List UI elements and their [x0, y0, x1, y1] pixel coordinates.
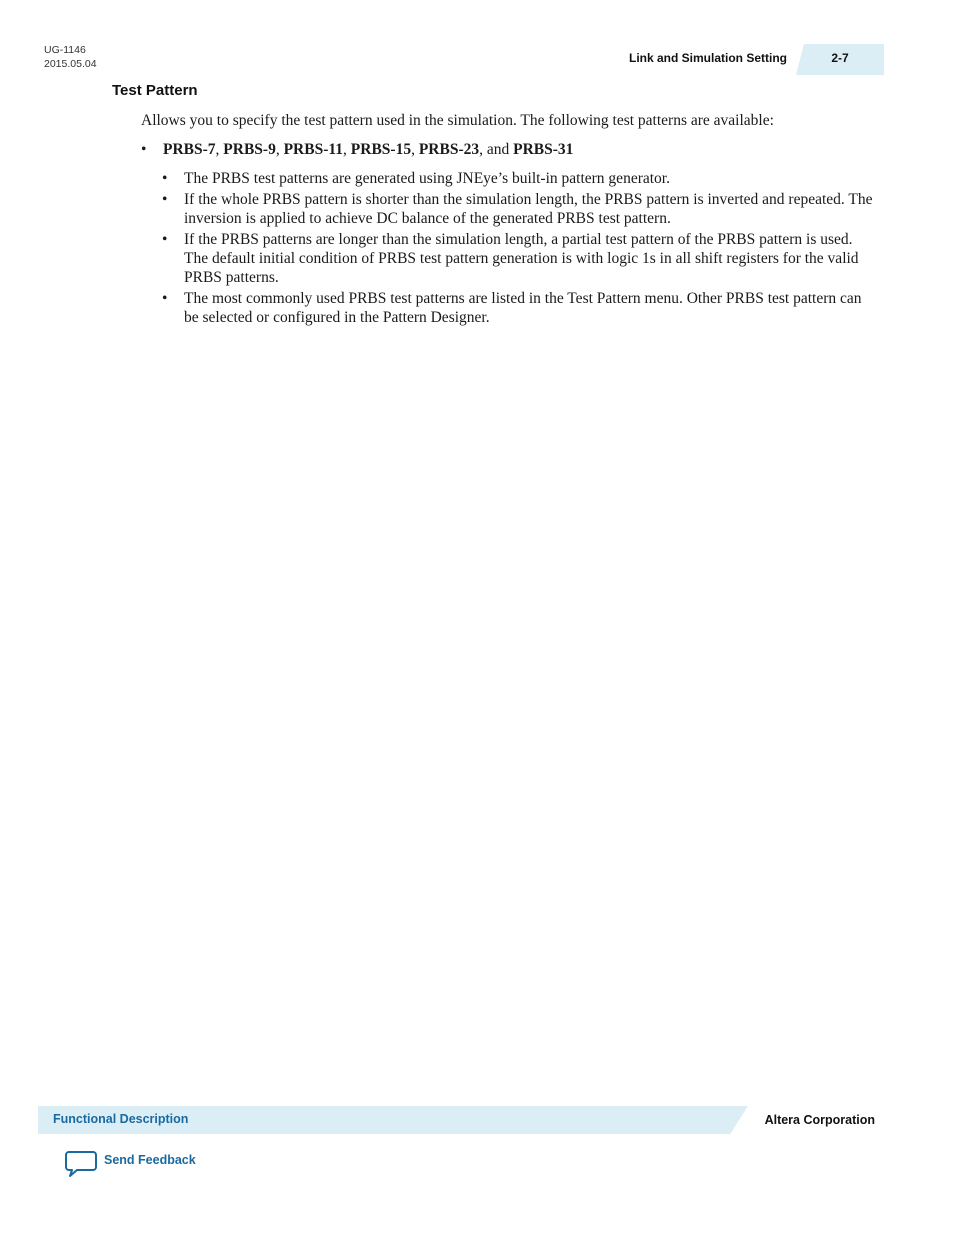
speech-bubble-icon[interactable]	[65, 1150, 97, 1178]
detail-item: • The PRBS test patterns are generated using JNEye’s built-in pattern generator.	[162, 169, 874, 188]
separator: , and	[479, 141, 514, 158]
footer-company: Altera Corporation	[764, 1113, 875, 1127]
separator: ,	[343, 141, 351, 158]
pattern-list	[141, 140, 871, 159]
separator: ,	[215, 141, 224, 158]
intro-paragraph: Allows you to specify the test pattern used in the simulation. The following test patterns are available:	[141, 112, 774, 129]
page-number: 2-7	[831, 51, 849, 65]
separator: ,	[411, 141, 419, 158]
pattern-name: PRBS-15	[350, 141, 412, 158]
send-feedback-link[interactable]: Send Feedback	[104, 1153, 196, 1167]
pattern-name: PRBS-11	[283, 141, 344, 158]
detail-item: • The most commonly used PRBS test patterns are listed in the Test Pattern menu. Other PRBS test pattern can be selected or configured in the Pattern Designer.	[162, 289, 874, 327]
pattern-name: PRBS-9	[223, 141, 276, 158]
pattern-name: PRBS-7	[163, 141, 216, 158]
pattern-name: PRBS-23	[418, 141, 480, 158]
detail-list	[162, 169, 874, 329]
pattern-list-item	[141, 140, 871, 159]
detail-item: • If the PRBS patterns are longer than the simulation length, a partial test pattern of the PRBS pattern is used. The default initial condition of PRBS test pattern generation is with logic 1s in all shift registers for the valid PRBS patterns.	[162, 230, 874, 287]
document-id-block	[44, 43, 97, 71]
header-section-title: Link and Simulation Setting	[628, 51, 787, 65]
document-id: UG-1146	[44, 44, 86, 56]
pattern-name: PRBS-31	[513, 141, 574, 158]
section-heading: Test Pattern	[112, 82, 198, 99]
footer-section-link[interactable]: Functional Description	[53, 1112, 189, 1126]
document-date: 2015.05.04	[44, 58, 97, 70]
separator: ,	[275, 141, 284, 158]
detail-item: • If the whole PRBS pattern is shorter than the simulation length, the PRBS pattern is inverted and repeated. The inversion is applied to achieve DC balance of the generated PRBS test pattern.	[162, 190, 874, 228]
